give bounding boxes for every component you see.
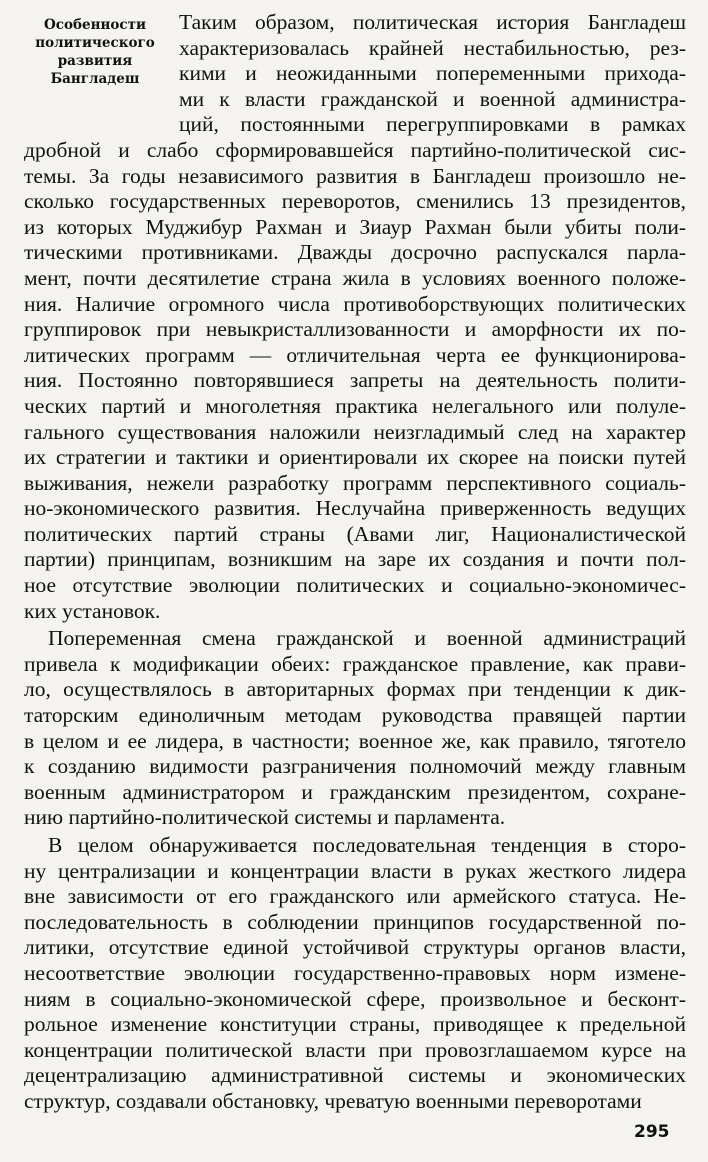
text-line: таторским единоличным методам руководства правящей партии <box>24 703 686 728</box>
text-line: из которых Муджибур Рахман и Зиаур Рахман были убиты поли- <box>24 214 686 239</box>
text-line: ну централизации и концентрации власти в руках жесткого лидера <box>24 858 686 883</box>
text-line: ния. Наличие огромного числа противоборствующих политических <box>24 291 686 316</box>
margin-heading-line: развития <box>57 53 133 69</box>
text-line: партии) принципам, возникшим на заре их создания и почти пол- <box>24 547 686 572</box>
text-line: кими и неожиданными попеременными прихода- <box>179 61 686 86</box>
text-line: ческих партий и многолетняя практика нелегального или полуле- <box>24 393 686 418</box>
text-line: привела к модификации обеих: гражданское правление, как прави- <box>24 651 686 676</box>
text-line: литики, отсутствие единой устойчивой структуры органов власти, <box>24 935 686 960</box>
text-line: мент, почти десятилетие страна жила в условиях военного положе- <box>24 265 686 290</box>
text-line: Таким образом, политическая история Бангладеш <box>179 10 686 34</box>
text-line: гального существования наложили неизгладимый след на характер <box>24 419 686 444</box>
margin-heading-line: политического <box>35 35 155 51</box>
text-line: В целом обнаруживается последовательная тенденция в сторо- <box>48 833 686 857</box>
text-line: структур, создавали обстановку, чреватую военными переворотами <box>24 1088 642 1113</box>
text-line: ло, осуществлялось в авторитарных формах при тенденции к дик- <box>24 677 686 702</box>
text-line: группировок при невыкристаллизованности и аморфности их по- <box>24 317 686 342</box>
text-line: рольное изменение конституции страны, приводящее к предельной <box>24 1012 686 1037</box>
text-line: ниям в социально-экономической сфере, произвольное и бесконт- <box>24 986 686 1011</box>
text-line: вне зависимости от его гражданского или армейского статуса. Не- <box>24 884 686 909</box>
text-line: их стратегии и тактики и ориентировали их скорее на поиски путей <box>24 445 686 470</box>
text-line: характеризовалась крайней нестабильностью, рез- <box>179 35 686 60</box>
text-line: тическими противниками. Дважды досрочно распускался парла- <box>24 240 686 265</box>
text-line: децентрализацию административной системы и экономических <box>24 1063 686 1088</box>
text-line: сколько государственных переворотов, сменились 13 президентов, <box>24 189 686 214</box>
text-line: темы. За годы независимого развития в Бангладеш произошло не- <box>24 163 686 188</box>
body-text <box>24 10 686 1115</box>
text-line: ми к власти гражданской и военной администра- <box>179 86 686 111</box>
text-line: ния. Постоянно повторявшиеся запреты на деятельность полити- <box>24 368 686 393</box>
text-line: к созданию видимости разграничения полномочий между главным <box>24 754 686 779</box>
text-line: последовательность в соблюдении принципов государственной по- <box>24 909 686 934</box>
text-line: дробной и слабо сформировавшейся партийно-политической сис- <box>24 137 686 162</box>
text-line: Попеременная смена гражданской и военной администраций <box>48 626 686 651</box>
text-line: ких установок. <box>24 598 161 623</box>
text-line: в целом и ее лидера, в частности; военное же, как правило, тяготело <box>24 728 686 753</box>
text-line: ное отсутствие эволюции политических и социально-экономичес- <box>24 573 686 598</box>
text-line: нию партийно-политической системы и парламента. <box>24 805 506 830</box>
text-line: литических программ — отличительная черта ее функционирова- <box>24 342 686 367</box>
text-line: концентрации политической власти при провозглашаемом курсе на <box>24 1037 686 1062</box>
text-line: но-экономического развития. Неслучайна приверженность ведущих <box>24 496 686 521</box>
text-line: политических партий страны (Авами лиг, Националистической <box>24 521 686 546</box>
margin-heading-line: Бангладеш <box>50 71 140 87</box>
text-line: выживания, нежели разработку программ перспективного социаль- <box>24 470 686 495</box>
page-number: 295 <box>634 1122 670 1142</box>
margin-heading-line: Особенности <box>44 17 146 33</box>
text-line: ций, постоянными перегруппировками в рамках <box>179 112 686 137</box>
text-line: военным администратором и гражданским президентом, сохране- <box>24 779 686 804</box>
text-line: несоответствие эволюции государственно-правовых норм измене- <box>24 960 686 985</box>
